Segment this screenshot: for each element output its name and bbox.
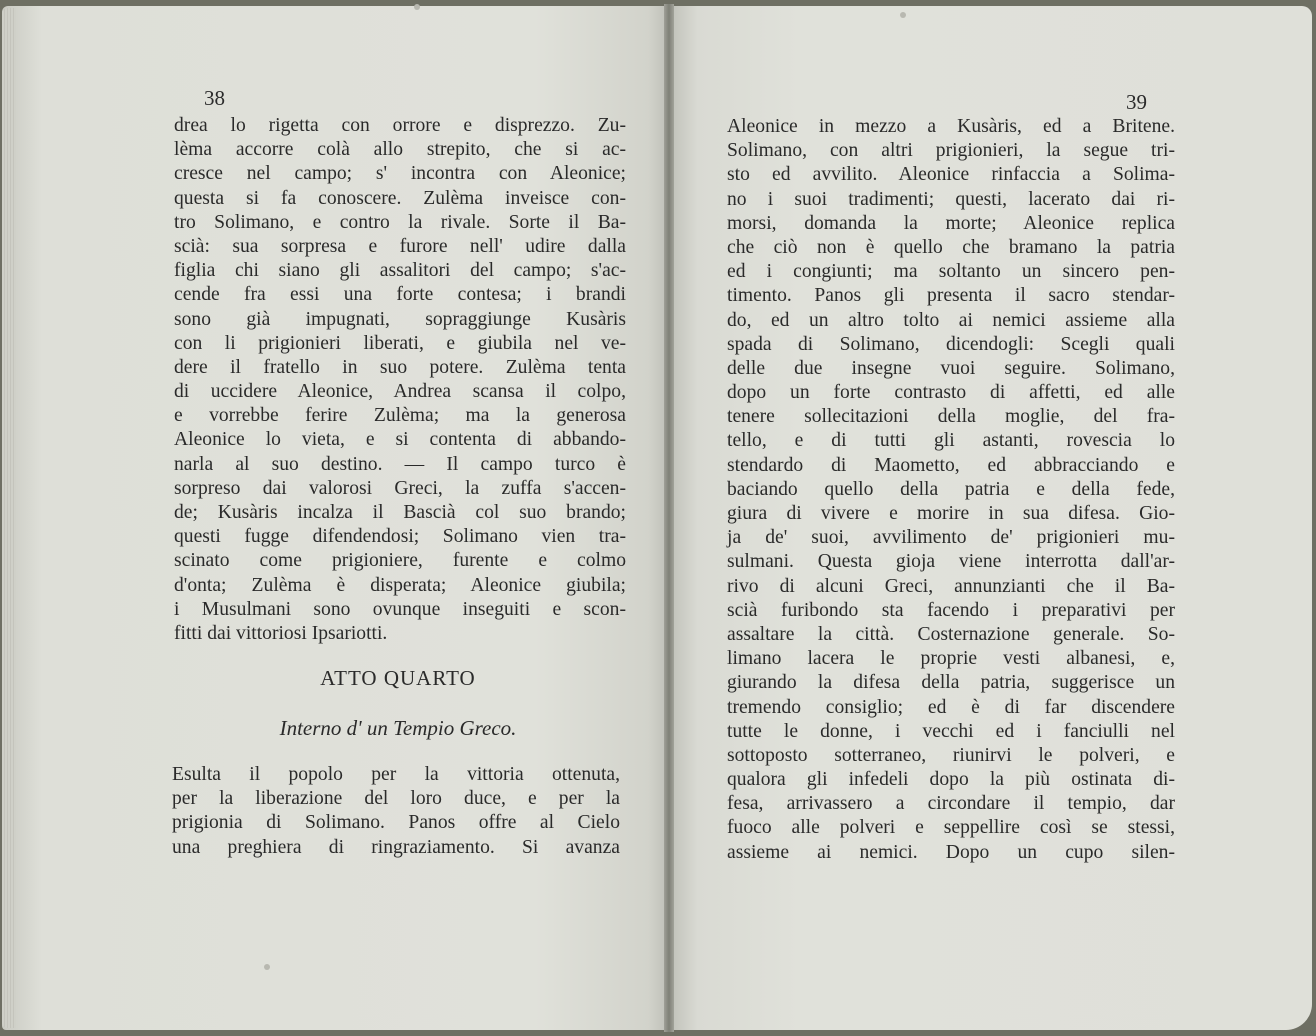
text-line: assaltare la città. Costernazione generale. So-	[727, 623, 1175, 645]
text-line: figlia chi siano gli assalitori del campo; s'ac-	[174, 260, 626, 282]
text-line: fitti dai vittoriosi Ipsariotti.	[174, 622, 388, 644]
page-edges	[2, 8, 16, 1028]
text-line: baciando quello della patria e della fede,	[727, 478, 1175, 500]
scene-paragraph	[172, 763, 620, 860]
binding-mark	[414, 4, 420, 10]
text-line: questi fugge difendendosi; Solimano vien tra-	[174, 526, 626, 548]
text-line: scinato come prigioniere, furente e colmo	[174, 550, 626, 572]
text-line: ed i congiunti; ma soltanto un sincero pen-	[727, 261, 1175, 283]
text-line: fesa, arrivassero a circondare il tempio, dar	[727, 793, 1175, 815]
text-line: cresce nel campo; s' incontra con Aleonice;	[174, 163, 626, 185]
text-line: stendardo di Maometto, ed abbracciando e	[727, 454, 1175, 476]
text-line: morsi, domanda la morte; Aleonice replica	[727, 212, 1175, 234]
text-line: giurando la difesa della patria, suggerisce un	[727, 672, 1175, 694]
text-line: tutte le donne, i vecchi ed i fanciulli nel	[727, 720, 1175, 742]
text-line: una preghiera di ringraziamento. Si avanza	[172, 836, 620, 858]
text-line: no i suoi tradimenti; questi, lacerato dai ri-	[727, 188, 1175, 210]
text-line: e vorrebbe ferire Zulèma; ma la generosa	[174, 405, 626, 427]
text-line: lèma accorre colà allo strepito, che si ac-	[174, 139, 626, 161]
text-line: scià: sua sorpresa e furore nell' udire dalla	[174, 235, 626, 257]
text-line: Aleonice in mezzo a Kusàris, ed a Britene.	[727, 116, 1175, 137]
text-line: spada di Solimano, dicendogli: Scegli quali	[727, 333, 1175, 355]
page-number-left: 38	[204, 86, 225, 110]
left-paragraph	[174, 114, 626, 646]
text-line: ja de' suoi, avvilimento de' prigionieri mu-	[727, 527, 1175, 549]
text-line: d'onta; Zulèma è disperata; Aleonice giubila;	[174, 574, 626, 596]
text-line: scià furibondo sta facendo i preparativi per	[727, 599, 1175, 621]
text-line: tremendo consiglio; ed è di far discendere	[727, 696, 1175, 718]
text-line: sottoposto sotterraneo, riunirvi le polveri, e	[727, 744, 1175, 766]
text-line: de; Kusàris incalza il Bascià col suo brando;	[174, 502, 626, 523]
text-line: Esulta il popolo per la vittoria ottenuta,	[172, 764, 620, 785]
text-line: rivo di alcuni Greci, annunzianti che il Ba-	[727, 575, 1175, 597]
right-paragraph	[727, 115, 1175, 865]
text-line: assieme ai nemici. Dopo un cupo silen-	[727, 841, 1175, 863]
text-line: dopo un forte contrasto di affetti, ed alle	[727, 382, 1175, 404]
text-line: Aleonice lo vieta, e si contenta di abbando-	[174, 429, 626, 451]
text-line: do, ed un altro tolto ai nemici assieme alla	[727, 309, 1175, 331]
text-line: prigionia di Solimano. Panos offre al Cielo	[172, 812, 620, 834]
text-line: di uccidere Aleonice, Andrea scansa il colpo,	[174, 381, 626, 403]
text-line: sulmani. Questa gioja viene interrotta dall'ar-	[727, 551, 1175, 573]
text-line: fuoco alle polveri e seppellire così se stessi,	[727, 817, 1175, 839]
text-line: questa si fa conoscere. Zulèma inveisce con-	[174, 187, 626, 209]
text-line: limano lacera le proprie vesti albanesi, e,	[727, 648, 1175, 670]
text-line: i Musulmani sono ovunque inseguiti e scon-	[174, 598, 626, 620]
page-number-right: 39	[1126, 90, 1147, 114]
text-line: sono già impugnati, sopraggiunge Kusàris	[174, 308, 626, 330]
text-line: tro Solimano, e contro la rivale. Sorte il Ba-	[174, 211, 626, 233]
text-line: sto ed avvilito. Aleonice rinfaccia a Solima-	[727, 164, 1175, 186]
text-line: con li prigionieri liberati, e giubila nel ve-	[174, 332, 626, 354]
act-heading: ATTO QUARTO	[320, 666, 476, 690]
text-line: drea lo rigetta con orrore e disprezzo. Zu-	[174, 115, 626, 136]
text-line: cende fra essi una forte contesa; i brandi	[174, 284, 626, 306]
text-line: delle due insegne vuoi seguire. Solimano,	[727, 357, 1175, 379]
text-line: tenere sollecitazioni della moglie, del fra-	[727, 406, 1175, 428]
text-line: Solimano, con altri prigionieri, la segue tri-	[727, 140, 1175, 162]
scene-heading: Interno d' un Tempio Greco.	[279, 716, 517, 740]
text-line: narla al suo destino. — Il campo turco è	[174, 453, 626, 475]
binding-mark	[264, 964, 270, 970]
text-line: qualora gli infedeli dopo la più ostinata di-	[727, 769, 1175, 791]
book-gutter	[664, 4, 674, 1032]
text-line: che ciò non è quello che bramano la patria	[727, 236, 1175, 258]
text-line: dere il fratello in suo potere. Zulèma tenta	[174, 356, 626, 378]
text-line: timento. Panos gli presenta il sacro stendar-	[727, 285, 1175, 307]
text-line: sorpreso dai valorosi Greci, la zuffa s'accen-	[174, 477, 626, 499]
binding-mark	[900, 12, 906, 18]
text-line: tello, e di tutti gli astanti, rovescia lo	[727, 430, 1175, 452]
text-line: per la liberazione del loro duce, e per la	[172, 788, 620, 810]
text-line: giura di vivere e morire in sua difesa. Gio-	[727, 503, 1175, 524]
